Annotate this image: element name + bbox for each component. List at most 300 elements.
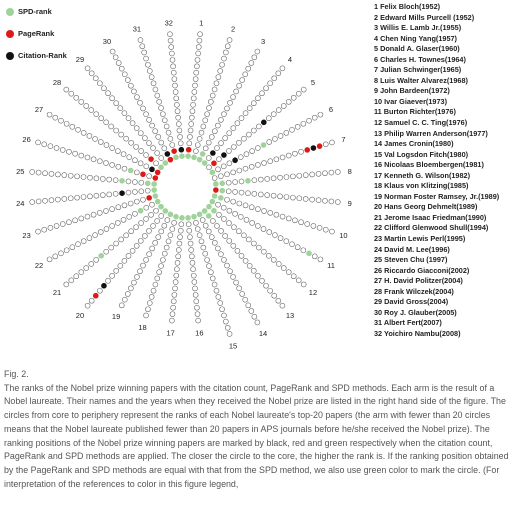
rank-circle [249, 205, 254, 210]
rank-circle [121, 152, 126, 157]
rank-circle [259, 278, 264, 283]
laureate-item [374, 192, 513, 203]
rank-circle [140, 197, 145, 202]
rank-circle [124, 233, 129, 238]
rank-circle [206, 140, 211, 145]
rank-circle [174, 273, 179, 278]
rank-circle [295, 245, 300, 250]
rank-circle [166, 239, 171, 244]
laureate-entry: 17 Kenneth G. Wilson(1982) [374, 170, 471, 180]
rank-circle [200, 218, 205, 223]
rank-circle [193, 220, 198, 225]
rank-circle [219, 228, 224, 233]
rank-circle [149, 294, 154, 299]
rank-circle-spd [138, 208, 143, 213]
rank-circle [212, 240, 217, 245]
rank-circle [238, 214, 243, 219]
rank-circle-spd [152, 181, 157, 186]
laureate-entry: 11 Burton Richter(1976) [374, 107, 456, 117]
rank-circle [187, 141, 192, 146]
rank-circle [286, 99, 291, 104]
rank-circle [170, 227, 175, 232]
rank-circle [93, 233, 98, 238]
rank-circle-spd [120, 178, 125, 183]
rank-circle [157, 99, 162, 104]
rank-circle [126, 116, 131, 121]
rank-circle-citation [149, 167, 154, 172]
rank-circle [162, 118, 167, 123]
rank-circle [87, 194, 92, 199]
laureate-item [374, 160, 513, 171]
rank-circle [192, 286, 197, 291]
rank-circle [149, 75, 154, 80]
rank-circle [252, 314, 257, 319]
rank-circle [239, 116, 244, 121]
rank-circle [239, 179, 244, 184]
rank-circle [128, 83, 133, 88]
laureate-item [374, 76, 513, 87]
laureate-entry: 18 Klaus von Klitzing(1985) [374, 181, 469, 191]
rank-circle [206, 105, 211, 110]
rank-circle [49, 198, 54, 203]
rank-circle [192, 280, 197, 285]
rank-circle [173, 286, 178, 291]
laureate-entry: 3 Willis E. Lamb Jr.(1955) [374, 23, 462, 33]
rank-circle [318, 257, 323, 262]
arm-label: 17 [166, 328, 175, 338]
rank-circle-spd [186, 154, 191, 159]
rank-circle [335, 169, 340, 174]
rank-circle [290, 174, 295, 179]
rank-circle [239, 253, 244, 258]
rank-circle [74, 95, 79, 100]
rank-circle [98, 230, 103, 235]
rank-circle-spd [168, 212, 173, 217]
rank-circle [195, 57, 200, 62]
rank-circle [209, 134, 214, 139]
rank-circle-spd [152, 188, 157, 193]
rank-circle [168, 136, 173, 141]
arm-label: 27 [34, 104, 44, 114]
rank-circle [209, 235, 214, 240]
rank-circle [116, 164, 121, 169]
rank-circle [79, 99, 84, 104]
arm-label: 6 [328, 104, 334, 114]
rank-circle [192, 89, 197, 94]
laureate-entry: 22 Clifford Glenwood Shull(1994) [374, 223, 489, 233]
rank-circle [218, 301, 223, 306]
rank-circle [64, 87, 69, 92]
rank-circle [94, 257, 99, 262]
rank-circle [231, 199, 236, 204]
rank-circle [153, 129, 158, 134]
rank-circle [249, 164, 254, 169]
rank-circle [62, 173, 67, 178]
laureate-list [374, 2, 513, 340]
arm-32 [165, 18, 185, 158]
rank-circle [193, 292, 198, 297]
rank-circle [84, 103, 89, 108]
rank-circle [36, 229, 41, 234]
rank-circle [262, 208, 267, 213]
rank-circle [147, 252, 152, 257]
rank-circle [179, 222, 184, 227]
rank-circle [197, 136, 202, 141]
rank-circle [305, 222, 310, 227]
rank-circle [171, 305, 176, 310]
rank-circle [233, 189, 238, 194]
rank-circle-spd [192, 155, 197, 160]
laureate-entry: 30 Roy J. Glauber(2005) [374, 307, 457, 317]
rank-circle [237, 168, 242, 173]
rank-circle [280, 303, 285, 308]
rank-circle [58, 118, 63, 123]
rank-circle [70, 124, 75, 129]
rank-circle [100, 193, 105, 198]
rank-circle-spd [245, 178, 250, 183]
rank-circle [142, 136, 147, 141]
rank-circle [113, 178, 118, 183]
rank-circle-spd [218, 195, 223, 200]
rank-circle-pagerank [153, 176, 158, 181]
laureate-entry: 4 Chen Ning Yang(1957) [374, 33, 457, 43]
rank-circle-pagerank [186, 147, 191, 152]
rank-circle [134, 243, 139, 248]
legend-swatch-pagerank [6, 30, 14, 38]
rank-circle [318, 112, 323, 117]
rank-circle [221, 56, 226, 61]
rank-circle [89, 298, 94, 303]
arm-label: 28 [52, 77, 62, 87]
rank-circle [323, 142, 328, 147]
rank-circle [312, 115, 317, 120]
rank-circle [227, 208, 232, 213]
rank-circle [214, 146, 219, 151]
rank-circle [290, 195, 295, 200]
rank-circle [66, 220, 71, 225]
rank-circle [98, 139, 103, 144]
rank-circle [134, 225, 139, 230]
rank-circle [194, 305, 199, 310]
rank-circle [227, 161, 232, 166]
rank-circle [266, 116, 271, 121]
rank-circle [291, 274, 296, 279]
rank-circle [149, 202, 154, 207]
rank-circle [97, 159, 102, 164]
rank-circle [175, 260, 180, 265]
rank-circle [227, 38, 232, 43]
rank-circle [193, 149, 198, 154]
rank-circle [144, 112, 149, 117]
rank-circle [55, 197, 60, 202]
rank-circle [154, 208, 159, 213]
rank-circle [259, 91, 264, 96]
rank-circle [164, 245, 169, 250]
rank-circle [256, 124, 261, 129]
rank-circle [104, 226, 109, 231]
rank-circle [172, 292, 177, 297]
rank-circle [139, 189, 144, 194]
rank-circle [252, 178, 257, 183]
rank-circle [165, 218, 170, 223]
rank-circle [113, 191, 118, 196]
laureate-entry: 26 Riccardo Giacconi(2002) [374, 265, 470, 275]
laureate-item [374, 34, 513, 45]
rank-circle [296, 278, 301, 283]
rank-circle [160, 257, 165, 262]
rank-circle [155, 93, 160, 98]
laureate-entry: 6 Charles H. Townes(1964) [374, 54, 466, 64]
rank-circle [69, 91, 74, 96]
rank-circle [220, 307, 225, 312]
rank-circle [176, 247, 181, 252]
rank-circle [30, 169, 35, 174]
rank-circle [81, 194, 86, 199]
rank-circle [137, 100, 142, 105]
legend-label: SPD-rank [18, 7, 52, 16]
rank-circle [245, 191, 250, 196]
arm-label: 20 [75, 310, 85, 320]
rank-circle [115, 149, 120, 154]
legend-swatch-citation [6, 52, 14, 60]
rank-circle [221, 164, 226, 169]
laureate-item [374, 118, 513, 129]
laureate-item [374, 318, 513, 329]
rank-circle-spd [174, 214, 179, 219]
rank-circle [147, 174, 152, 179]
rank-circle [212, 129, 217, 134]
rank-circle [274, 212, 279, 217]
rank-circle-pagerank [140, 172, 145, 177]
rank-circle [251, 101, 256, 106]
rank-circle [255, 223, 260, 228]
rank-circle [171, 70, 176, 75]
rank-circle [122, 111, 127, 116]
arm-label: 13 [285, 310, 295, 320]
rank-circle [231, 144, 236, 149]
rank-circle [94, 193, 99, 198]
rank-circle-citation [210, 151, 215, 156]
rank-circle [155, 276, 160, 281]
rank-circle [189, 115, 194, 120]
rank-circle [170, 312, 175, 317]
laureate-entry: 27 H. David Politzer(2004) [374, 276, 463, 286]
rank-circle [247, 106, 252, 111]
rank-circle-spd [159, 165, 164, 170]
rank-circle [178, 141, 183, 146]
rank-circle [53, 254, 58, 259]
rank-circle [189, 122, 194, 127]
rank-circle [206, 165, 211, 170]
rank-circle-pagerank [213, 188, 218, 193]
rank-circle-spd [197, 212, 202, 217]
rank-circle [231, 225, 236, 230]
rank-circle [145, 188, 150, 193]
rank-circle [237, 201, 242, 206]
rank-circle [201, 124, 206, 129]
rank-circle [292, 151, 297, 156]
rank-circle [118, 263, 123, 268]
rank-circle [177, 241, 182, 246]
arm-24 [16, 188, 157, 209]
rank-circle-spd [307, 251, 312, 256]
rank-circle [280, 214, 285, 219]
rank-circle [121, 217, 126, 222]
rank-circle [153, 240, 158, 245]
rank-circle [225, 44, 230, 49]
rank-circle [280, 66, 285, 71]
rank-circle [79, 216, 84, 221]
laureate-item [374, 329, 513, 340]
rank-circle [144, 216, 149, 221]
rank-circle [228, 100, 233, 105]
rank-circle [251, 128, 256, 133]
rank-circle [144, 257, 149, 262]
rank-circle [73, 218, 78, 223]
rank-circle [97, 210, 102, 215]
rank-circle [146, 228, 151, 233]
rank-circle [301, 87, 306, 92]
rank-circle [116, 205, 121, 210]
rank-circle [188, 241, 193, 246]
rank-circle [109, 124, 114, 129]
rank-circle [132, 180, 137, 185]
rank-circle [311, 223, 316, 228]
rank-circle [75, 174, 80, 179]
rank-circle [47, 112, 52, 117]
rank-circle-pagerank [155, 170, 160, 175]
rank-circle [178, 235, 183, 240]
rank-circle [236, 140, 241, 145]
rank-circle [76, 242, 81, 247]
arm-label: 30 [102, 37, 112, 46]
rank-circle [129, 140, 134, 145]
rank-circle [119, 303, 124, 308]
rank-circle [176, 122, 181, 127]
rank-circle [221, 216, 226, 221]
rank-circle [271, 193, 276, 198]
rank-circle-citation [165, 151, 170, 156]
rank-circle [122, 203, 127, 208]
rank-circle [272, 293, 277, 298]
rank-circle [286, 270, 291, 275]
rank-circle [140, 44, 145, 49]
rank-circle [227, 238, 232, 243]
laureate-item [374, 297, 513, 308]
rank-circle [212, 176, 217, 181]
rank-circle [226, 148, 231, 153]
rank-circle [310, 197, 315, 202]
rank-circle [278, 133, 283, 138]
rank-circle [221, 313, 226, 318]
rank-circle [144, 153, 149, 158]
rank-circle [231, 126, 236, 131]
rank-circle [189, 254, 194, 259]
arm-label: 31 [132, 24, 142, 34]
rank-circle [176, 115, 181, 120]
rank-circle [307, 118, 312, 123]
rank-circle [150, 123, 155, 128]
rank-circle [239, 190, 244, 195]
arm-label: 23 [22, 231, 31, 241]
rank-circle [164, 124, 169, 129]
rank-circle [131, 89, 136, 94]
rank-circle [79, 270, 84, 275]
rank-circle [114, 268, 119, 273]
rank-circle [267, 230, 272, 235]
rank-circle [66, 149, 71, 154]
laureate-item [374, 213, 513, 224]
rank-circle [243, 111, 248, 116]
rank-circle [192, 83, 197, 88]
rank-circle [159, 140, 164, 145]
rank-circle-spd [212, 194, 217, 199]
rank-circle [271, 257, 276, 262]
rank-circle [132, 158, 137, 163]
rank-circle [187, 235, 192, 240]
laureate-entry: 5 Donald A. Glaser(1960) [374, 44, 460, 54]
rank-circle [156, 235, 161, 240]
rank-circle [203, 118, 208, 123]
laureate-item [374, 107, 513, 118]
rank-circle [267, 139, 272, 144]
rank-circle [262, 161, 267, 166]
rank-circle [278, 194, 283, 199]
rank-circle [272, 136, 277, 141]
caption-text: The ranks of the Nobel prize winning papers with the citation count, PageRank and SPD methods. Each arm is the result of a Nobel laureate. Their names and the years when they received the Nobel prize are listed in the right hand side of the figure. The circles from core to periphery represent the ranks of each Nobel laureate's top-20 papers (the arm with fewer than 20 circles means that the Nobel laureate published fewer than 20 papers in APS journals before he/she received the Nobel prize). The ranking positions of the Nobel prize winning papers are marked by black, red and green respectively when the citation count, PageRank and SPD methods are applied. The closer the circle to the core, the higher the rank is. If the ranking position obtained by the PageRank and SPD methods are equal with that from the SPD method, we also use green color to mark the circle. (For interpretation of the references to color in this figure legend, [4, 382, 509, 489]
rank-circle [226, 189, 231, 194]
rank-circle [216, 157, 221, 162]
laureate-entry: 10 Ivar Giaever(1973) [374, 96, 448, 106]
legend-item-citation-rank [4, 50, 114, 72]
rank-circle [114, 128, 119, 133]
rank-circle [255, 49, 260, 54]
rank-circle [106, 278, 111, 283]
rank-circle [210, 276, 215, 281]
rank-circle [191, 267, 196, 272]
rank-circle [122, 258, 127, 263]
rank-circle [220, 62, 225, 67]
rank-circle [280, 155, 285, 160]
rank-circle [106, 91, 111, 96]
laureate-item [374, 65, 513, 76]
rank-circle [278, 175, 283, 180]
rank-circle [139, 221, 144, 226]
rank-circle [132, 189, 137, 194]
rank-circle-citation [221, 153, 226, 158]
rank-circle [246, 303, 251, 308]
rank-circle [101, 86, 106, 91]
rank-circle [215, 123, 220, 128]
rank-circle [198, 32, 203, 37]
rank-circle [226, 221, 231, 226]
laureate-item [374, 150, 513, 161]
rank-circle-spd [179, 215, 184, 220]
rank-circle [60, 222, 65, 227]
rank-circle [317, 225, 322, 230]
rank-circle [138, 38, 143, 43]
rank-circle [205, 112, 210, 117]
rank-circle [146, 141, 151, 146]
rank-circle [218, 252, 223, 257]
arm-label: 2 [230, 24, 236, 34]
laureate-item [374, 255, 513, 266]
rank-circle [221, 112, 226, 117]
rank-circle [231, 243, 236, 248]
rank-circle [210, 93, 215, 98]
rank-circle [199, 239, 204, 244]
rank-circle [169, 318, 174, 323]
